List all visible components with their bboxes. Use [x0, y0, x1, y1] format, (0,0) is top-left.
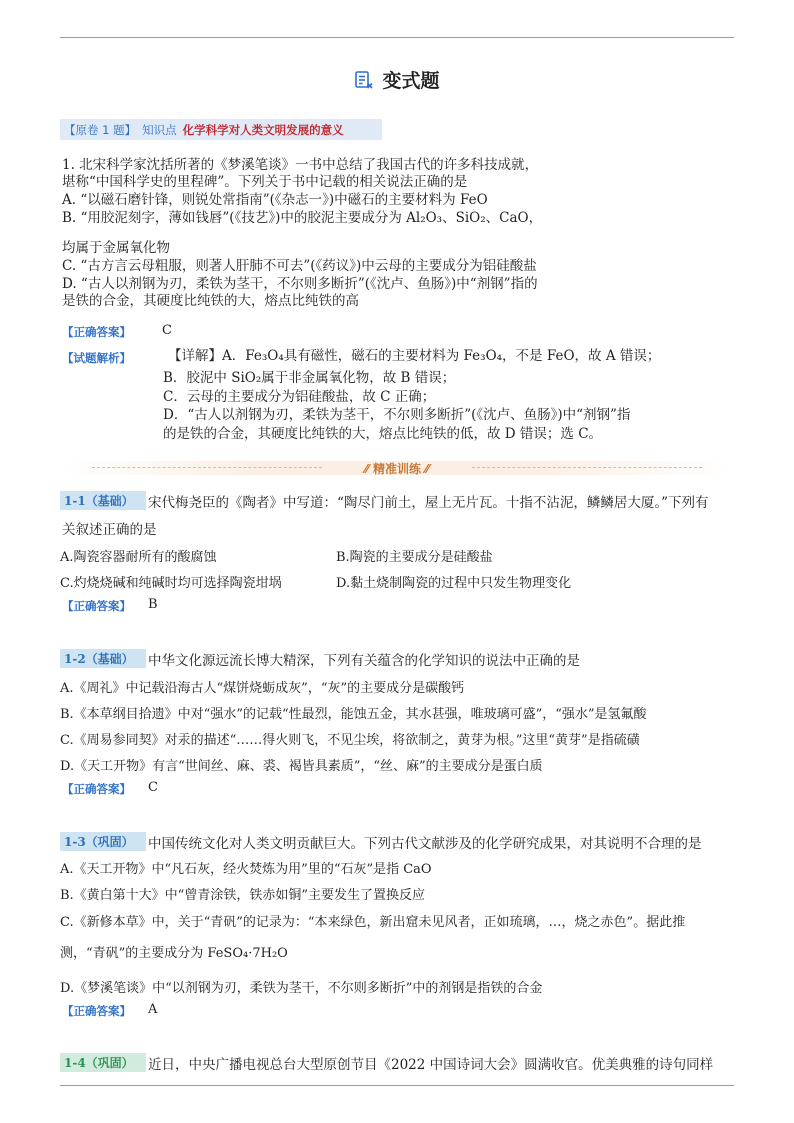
option-c-continued: 测，“青矾”的主要成分为 FeSO₄·7H₂O — [60, 946, 288, 961]
title-area — [0, 66, 794, 94]
analysis-line: C．云母的主要成分为铝硅酸盐，故 C 正确； — [163, 389, 436, 405]
practice-badge: 1-3（巩固） — [60, 832, 146, 851]
question-line: B. “用胶泥刻字，薄如钱唇”(《技艺》)中的胶泥主要成分为 Al₂O₃、SiO₂、CaO， — [62, 210, 543, 226]
option-a: A.《天工开物》中“凡石灰，经火焚炼为用”里的“石灰”是指 CaO — [60, 862, 432, 877]
option-a: A.陶瓷容器耐所有的酸腐蚀 — [60, 550, 217, 565]
question-line: C. “古方言云母粗服，则著人肝肺不可去”(《药议》)中云母的主要成分为铝硅酸盐 — [62, 258, 537, 274]
practice-stem-line: 近日，中央广播电视总台大型原创节目《2022 中国诗词大会》圆满收官。优美典雅的诗句同样 — [148, 1057, 714, 1073]
practice-badge: 1-2（基础） — [60, 649, 146, 668]
answer-value: A — [148, 1002, 158, 1017]
analysis-line: D．“古人以剂钢为刃，柔铁为茎干，不尔则多断折”(《沈卢、鱼肠》)中“剂钢”指 — [163, 407, 631, 423]
practice-stem-line: 关叙述正确的是 — [62, 522, 157, 538]
practice-stem-line: 中国传统文化对人类文明贡献巨大。下列古代文献涉及的化学研究成果，对其说明不合理的是 — [148, 836, 702, 852]
analysis-line: 的是铁的合金，其硬度比纯铁的大，熔点比纯铁的低，故 D 错误；选 C。 — [163, 426, 603, 442]
analysis-label: 【试题解析】 — [62, 351, 131, 365]
answer-value: B — [148, 597, 158, 612]
knowledge-point-bar — [60, 119, 382, 140]
page-title — [354, 66, 439, 93]
document-edit-icon — [354, 70, 374, 90]
answer-label: 【正确答案】 — [62, 1004, 131, 1018]
bottom-rule — [60, 1085, 734, 1086]
analysis-line: B．胶泥中 SiO₂属于非金属氧化物，故 B 错误； — [163, 370, 456, 386]
divider-deco-icon: ⁄⁄ — [364, 462, 373, 476]
top-rule — [60, 37, 734, 38]
option-c: C.灼烧烧碱和纯碱时均可选择陶瓷坩埚 — [60, 576, 282, 591]
practice-stem-line: 中华文化源远流长博大精深，下列有关蕴含的化学知识的说法中正确的是 — [148, 653, 580, 669]
question-line: 1. 北宋科学家沈括所著的《梦溪笔谈》一书中总结了我国古代的许多科技成就， — [62, 157, 539, 173]
knowledge-point-label: 知识点 — [142, 122, 177, 137]
practice-badge: 1-4（巩固） — [60, 1053, 146, 1072]
option-a: A.《周礼》中记载沿海古人“煤饼烧蛎成灰”，“灰”的主要成分是碳酸钙 — [60, 681, 465, 696]
question-line: A. “以磁石磨针锋，则锐处常指南”(《杂志一》)中磁石的主要材料为 FeO — [62, 192, 488, 208]
answer-value: C — [162, 323, 172, 338]
knowledge-point-name: 化学科学对人类文明发展的意义 — [182, 122, 344, 137]
option-c: C.《周易参同契》对汞的描述“……得火则飞，不见尘埃，将欲制之，黄芽为根。”这里“黄芽”是指硫磺 — [60, 733, 640, 748]
option-d: D.黏土烧制陶瓷的过程中只发生物理变化 — [336, 576, 572, 591]
question-line: 堪称“中国科学史的里程碑”。下列关于书中记载的相关说法正确的是 — [62, 174, 468, 190]
analysis-line: 【详解】A．Fe₃O₄具有磁性，磁石的主要材料为 Fe₃O₄，不是 FeO，故 A 错误； — [168, 348, 661, 364]
divider-deco-icon: ⁄⁄ — [421, 462, 430, 476]
section-divider-text — [62, 460, 732, 477]
divider-label: 精准训练 — [372, 462, 421, 476]
answer-label: 【正确答案】 — [62, 599, 131, 613]
section-divider — [62, 461, 732, 475]
option-d: D.《天工开物》有言“世间丝、麻、裘、褐皆具素质”，“丝、麻”的主要成分是蛋白质 — [60, 759, 543, 774]
question-line: D. “古人以剂钢为刃，柔铁为茎干，不尔则多断折”(《沈卢、鱼肠》)中“剂钢”指的 — [62, 276, 538, 292]
question-line: 均属于金属氧化物 — [62, 240, 170, 256]
option-b: B.《黄白第十大》中“曾青涂铁，铁赤如铜”主要发生了置换反应 — [60, 888, 425, 903]
original-question-ref: 【原卷 1 题】 — [64, 122, 137, 137]
question-line: 是铁的合金，其硬度比纯铁的大，熔点比纯铁的高 — [62, 293, 359, 309]
option-b: B.《本草纲目拾遗》中对“强水”的记载“性最烈，能蚀五金，其水甚强，唯玻璃可盛”，“强水”是氢氟酸 — [60, 707, 647, 722]
option-b: B.陶瓷的主要成分是硅酸盐 — [336, 550, 493, 565]
practice-badge: 1-1（基础） — [60, 491, 146, 510]
option-d: D.《梦溪笔谈》中“以剂钢为刃，柔铁为茎干，不尔则多断折”中的剂钢是指铁的合金 — [60, 981, 543, 996]
practice-stem-line: 宋代梅尧臣的《陶者》中写道：“陶尽门前土，屋上无片瓦。十指不沾泥，鳞鳞居大厦。”下列有 — [148, 495, 709, 511]
answer-label: 【正确答案】 — [62, 325, 131, 339]
page-title-text: 变式题 — [382, 70, 440, 92]
answer-value: C — [148, 780, 158, 795]
answer-label: 【正确答案】 — [62, 782, 131, 796]
option-c: C.《新修本草》中，关于“青矾”的记录为：“本来绿色，新出窟未见风者，正如琉璃，…，烧之赤色”。据此推 — [60, 915, 686, 930]
